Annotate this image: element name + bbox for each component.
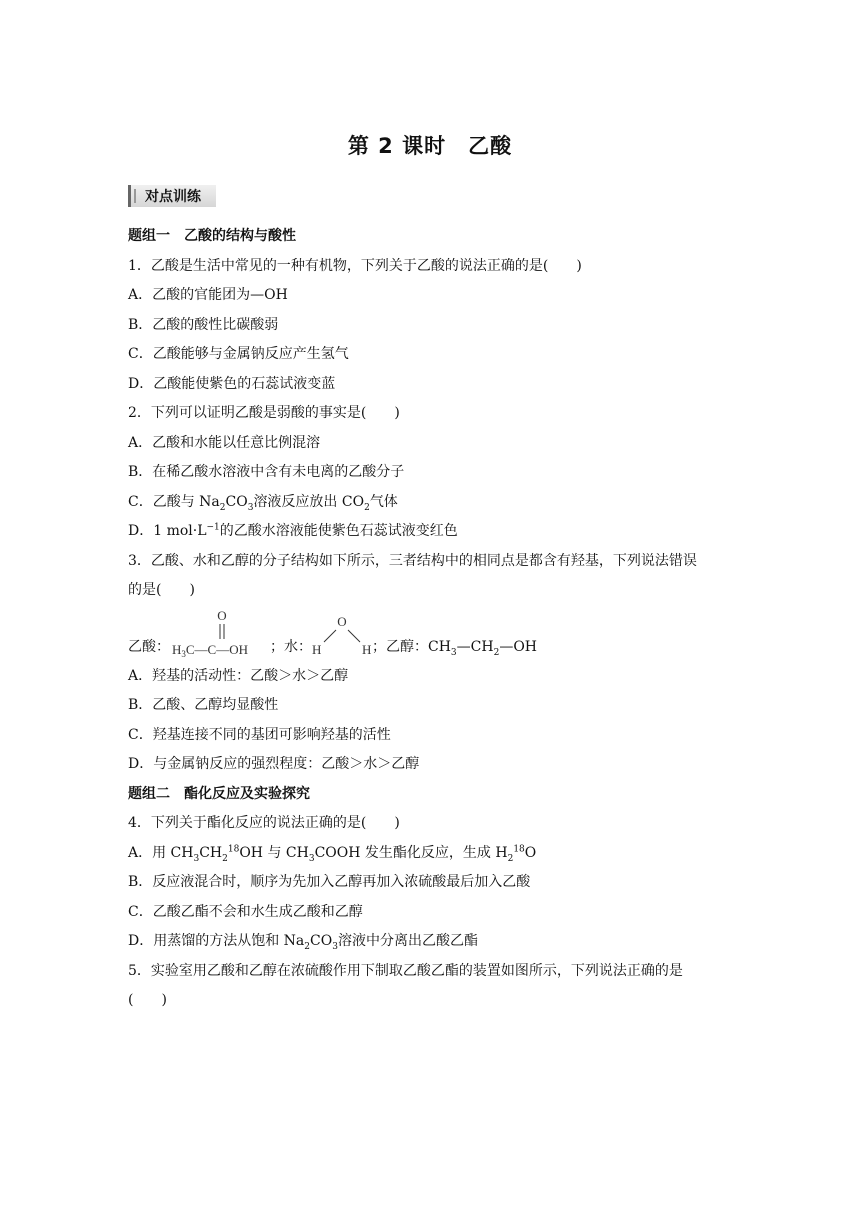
water-label: ；水： [270,638,312,655]
water-o-atom: O [337,613,347,629]
question-4-stem: 4．下列关于酯化反应的说法正确的是( ) [128,815,400,831]
question-2-option-d: D．1 $mol\cdot L^{-1}$的乙酸水溶液能使紫色石蕊试液变红色 [128,522,458,539]
acetic-h-atom: H [172,641,182,657]
structure-formulas [128,606,738,662]
acetic-acid-label: 乙酸： [128,638,170,655]
question-3-option-c: C．羟基连接不同的基团可影响羟基的活性 [128,726,391,743]
acetic-backbone: C—C—OH [185,641,249,657]
question-3-stem-line2: 的是( ) [128,582,195,598]
question-1-option-c: C．乙酸能够与金属钠反应产生氢气 [128,346,349,362]
question-2-stem: 2．下列可以证明乙酸是弱酸的事实是( ) [128,405,400,421]
question-2-option-a: A．乙酸和水能以任意比例混溶 [128,434,321,451]
section-banner [128,185,216,207]
acetic-h-subscript: 3 [181,648,186,659]
svg-text:H3C—C—OH [172,642,248,659]
water-h1-atom: H [312,641,322,657]
section-banner-label: 对点训练 [145,189,201,205]
question-2-option-c: C．乙酸与 $Na_2CO_3$溶液反应放出 $CO_2$气体 [128,493,398,513]
question-4-option-d: D．用蒸馏的方法从饱和 $Na_2CO_3$溶液中分离出乙酸乙酯 [128,933,478,952]
question-4-option-a: A．用 $CH_3CH_2^{18}OH$ 与 $CH_3COOH$ 发生酯化反应，生成 $H_2^{18}O$ [128,843,537,864]
question-3-stem-line1: 3．乙酸、水和乙醇的分子结构如下所示，三者结构中的相同点是都含有羟基，下列说法错误 [128,552,697,569]
question-list [128,222,738,1016]
question-1-stem: 1．乙酸是生活中常见的一种有机物，下列关于乙酸的说法正确的是( ) [128,257,582,274]
question-5-stem-line2: ( ) [128,992,167,1008]
acetic-o-atom: O [217,607,227,623]
question-2-option-b: B．在稀乙酸水溶液中含有未电离的乙酸分子 [128,464,405,480]
group-heading-2: 题组二 酯化反应及实验探究 [128,785,310,802]
question-4-option-b: B．反应液混合时，顺序为先加入乙醇再加入浓硫酸最后加入乙酸 [128,874,531,890]
group-heading-1: 题组一 乙酸的结构与酸性 [128,228,296,244]
question-1-option-d: D．乙酸能使紫色的石蕊试液变蓝 [128,375,336,392]
ethanol-label: ；乙醇：$CH_3—CH_2—OH$ [372,638,537,658]
question-3-option-b: B．乙酸、乙醇均显酸性 [128,697,279,713]
question-1-option-a: A．乙酸的官能团为—OH [128,287,288,303]
question-3-option-a: A．羟基的活动性：乙酸＞水＞乙醇 [128,667,349,684]
question-3-option-d: D．与金属钠反应的强烈程度：乙酸＞水＞乙醇 [128,756,420,772]
question-5-stem-line1: 5．实验室用乙酸和乙醇在浓硫酸作用下制取乙酸乙酯的装置如图所示，下列说法正确的是 [128,962,683,979]
page-title: 第 2 课时 乙酸 [347,134,513,158]
question-4-option-c: C．乙酸乙酯不会和水生成乙酸和乙醇 [128,903,363,920]
question-1-option-b: B．乙酸的酸性比碳酸弱 [128,316,279,333]
acetic-acid-structure [172,606,272,662]
water-h2-atom: H [362,641,372,657]
